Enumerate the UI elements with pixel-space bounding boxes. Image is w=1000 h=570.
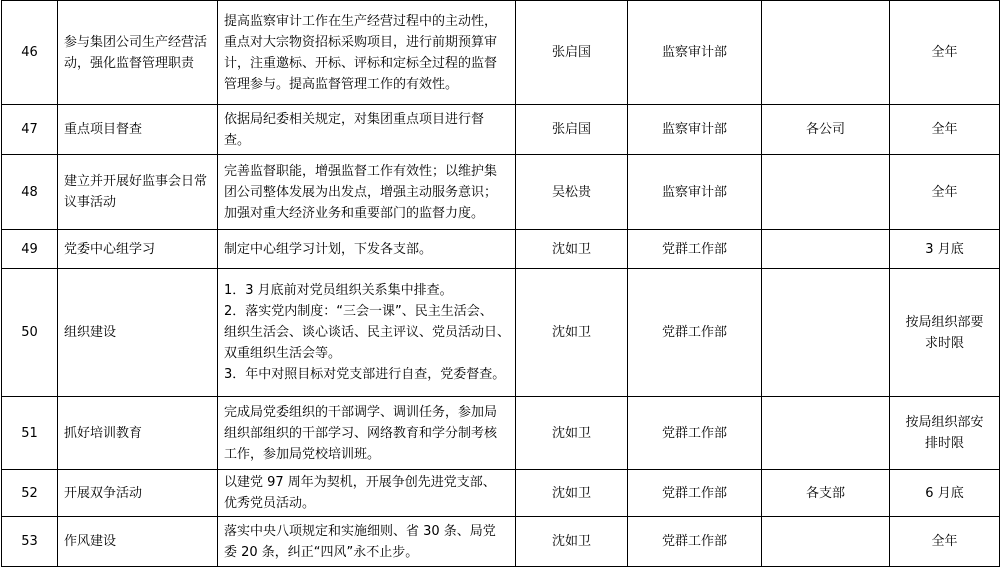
row-number-cell: 52: [2, 470, 58, 517]
task-item-cell: [58, 470, 218, 517]
deadline-cell: [890, 269, 1000, 397]
row-number-cell: 46: [2, 1, 58, 105]
deadline-cell: [890, 230, 1000, 269]
task-content-cell-line: 落实中央八项规定和实施细则、省 30 条、局党: [224, 523, 496, 539]
task-content-cell-line: 加强对重大经济业务和重要部门的监督力度。: [224, 205, 485, 221]
cooperating-unit-cell: 各公司: [762, 105, 890, 155]
deadline-cell-line: 全年: [931, 184, 958, 200]
row-number-cell: 48: [2, 155, 58, 230]
task-item-cell-line: 议事活动: [64, 195, 117, 210]
table-body: [2, 1, 1000, 567]
task-content-cell-line: 管理参与。提高监督管理工作的有效性。: [224, 76, 459, 92]
table-row: [2, 1, 1000, 105]
responsible-person-cell: 沈如卫: [516, 269, 628, 397]
table-row: [2, 470, 1000, 517]
table-row: [2, 155, 1000, 230]
row-number-cell: 51: [2, 397, 58, 470]
task-content-cell: [218, 105, 516, 155]
responsible-dept-cell: 监察审计部: [628, 155, 762, 230]
responsible-dept-cell: 党群工作部: [628, 470, 762, 517]
cooperating-unit-cell: [762, 269, 890, 397]
deadline-cell-line: 按局组织部要: [905, 314, 984, 330]
task-content-cell-line: 组织生活会、谈心谈话、民主评议、党员活动日、: [224, 325, 511, 340]
task-content-cell-line: 优秀党员活动。: [224, 496, 316, 511]
deadline-cell: [890, 105, 1000, 155]
task-content-cell-line: 完成局党委组织的干部调学、调训任务，参加局: [224, 404, 498, 420]
cooperating-unit-cell: 各支部: [762, 470, 890, 517]
cooperating-unit-cell: [762, 155, 890, 230]
deadline-cell-line: 6 月底: [925, 485, 964, 501]
responsible-dept-cell: 党群工作部: [628, 517, 762, 567]
cooperating-unit-cell: [762, 230, 890, 269]
task-item-cell: [58, 269, 218, 397]
responsible-dept-cell: 党群工作部: [628, 397, 762, 470]
deadline-cell-line: 求时限: [924, 335, 964, 351]
task-content-cell: [218, 230, 516, 269]
task-item-cell-line: 抓好培训教育: [64, 425, 143, 441]
task-content-cell-line: 2．落实党内制度：“三会一课”、民主生活会、: [224, 304, 493, 319]
deadline-cell: [890, 397, 1000, 470]
task-content-cell: [218, 397, 516, 470]
deadline-cell-line: 按局组织部安: [905, 415, 984, 430]
cooperating-unit-cell: [762, 517, 890, 567]
task-item-cell: [58, 230, 218, 269]
task-content-cell-line: 团公司整体发展为出发点，增强主动服务意识；: [224, 184, 498, 200]
responsible-dept-cell: 党群工作部: [628, 230, 762, 269]
task-item-cell: [58, 155, 218, 230]
deadline-cell: [890, 470, 1000, 517]
task-content-cell-line: 3．年中对照目标对党支部进行自查，党委督查。: [224, 367, 506, 382]
task-content-cell-line: 查。: [224, 132, 251, 148]
table-row: [2, 269, 1000, 397]
cooperating-unit-cell: [762, 397, 890, 470]
task-content-cell-line: 工作，参加局党校培训班。: [224, 446, 381, 462]
task-content-cell-line: 1．3 月底前对党员组织关系集中排查。: [224, 283, 453, 298]
task-content-cell: [218, 269, 516, 397]
task-item-cell-line: 动，强化监督管理职责: [64, 55, 195, 71]
task-content-cell-line: 以建党 97 周年为契机，开展争创先进党支部、: [224, 475, 496, 490]
task-content-cell-line: 制定中心组学习计划，下发各支部。: [224, 241, 433, 257]
deadline-cell-line: 3 月底: [925, 241, 964, 257]
task-content-cell-line: 计，注重邀标、开标、评标和定标全过程的监督: [224, 55, 498, 71]
task-content-cell: [218, 517, 516, 567]
task-item-cell-line: 重点项目督查: [64, 122, 143, 137]
responsible-person-cell: 吴松贵: [516, 155, 628, 230]
task-content-cell-line: 委 20 条，纠正“四风”永不止步。: [224, 544, 419, 560]
responsible-person-cell: 沈如卫: [516, 470, 628, 517]
task-content-cell: [218, 155, 516, 230]
deadline-cell-line: 全年: [931, 534, 958, 549]
cooperating-unit-cell: [762, 1, 890, 105]
task-item-cell-line: 党委中心组学习: [64, 241, 156, 257]
task-item-cell-line: 参与集团公司生产经营活: [64, 34, 208, 50]
work-plan-table: [1, 0, 1000, 567]
responsible-dept-cell: 党群工作部: [628, 269, 762, 397]
table-row: [2, 397, 1000, 470]
table-row: [2, 105, 1000, 155]
task-content-cell-line: 提高监察审计工作在生产经营过程中的主动性，: [224, 13, 498, 29]
task-content-cell: [218, 1, 516, 105]
deadline-cell: [890, 155, 1000, 230]
task-content-cell-line: 完善监督职能，增强监督工作有效性；以维护集: [224, 163, 498, 179]
task-item-cell: [58, 105, 218, 155]
task-item-cell: [58, 397, 218, 470]
task-item-cell-line: 组织建设: [64, 325, 117, 340]
deadline-cell-line: 全年: [931, 45, 958, 60]
responsible-person-cell: 沈如卫: [516, 397, 628, 470]
responsible-dept-cell: 监察审计部: [628, 105, 762, 155]
table-row: [2, 517, 1000, 567]
deadline-cell: [890, 1, 1000, 105]
responsible-dept-cell: 监察审计部: [628, 1, 762, 105]
responsible-person-cell: 沈如卫: [516, 517, 628, 567]
row-number-cell: 50: [2, 269, 58, 397]
task-item-cell-line: 建立并开展好监事会日常: [64, 174, 208, 189]
task-item-cell-line: 作风建设: [64, 534, 117, 549]
responsible-person-cell: 张启国: [516, 105, 628, 155]
task-content-cell-line: 重点对大宗物资招标采购项目，进行前期预算审: [224, 34, 498, 50]
deadline-cell: [890, 517, 1000, 567]
task-item-cell-line: 开展双争活动: [64, 485, 143, 501]
row-number-cell: 47: [2, 105, 58, 155]
task-content-cell: [218, 470, 516, 517]
task-content-cell-line: 组织部组织的干部学习、网络教育和学分制考核: [224, 425, 498, 441]
deadline-cell-line: 全年: [931, 122, 958, 137]
row-number-cell: 49: [2, 230, 58, 269]
deadline-cell-line: 排时限: [924, 436, 964, 451]
row-number-cell: 53: [2, 517, 58, 567]
task-content-cell-line: 依据局纪委相关规定，对集团重点项目进行督: [224, 111, 485, 127]
table-row: [2, 230, 1000, 269]
task-item-cell: [58, 1, 218, 105]
responsible-person-cell: 沈如卫: [516, 230, 628, 269]
task-content-cell-line: 双重组织生活会等。: [224, 346, 342, 361]
task-item-cell: [58, 517, 218, 567]
responsible-person-cell: 张启国: [516, 1, 628, 105]
